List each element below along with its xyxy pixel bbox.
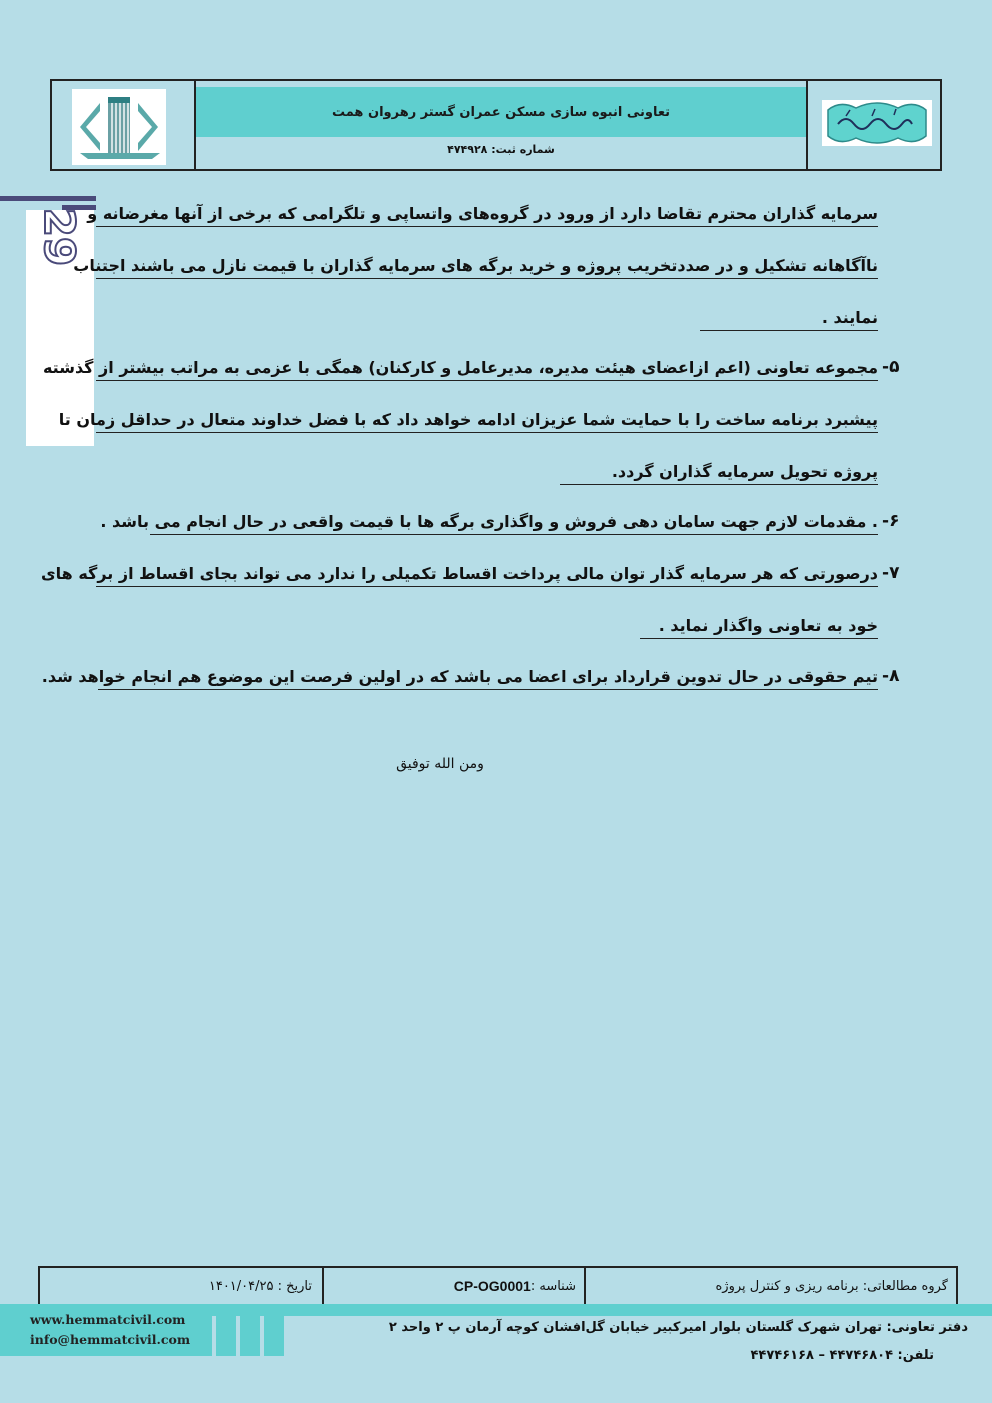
item7-line2: خود به تعاونی واگذار نماید .: [640, 616, 878, 639]
item6-line1: . مقدمات لازم جهت سامان دهی فروش و واگذاری برگه ها با قیمت واقعی در حال انجام می باشد .: [150, 512, 878, 535]
footer-accent-bar: [240, 1304, 260, 1356]
item7-number: ۷-: [882, 563, 900, 583]
header-title-cell: [196, 81, 808, 169]
para4-line2: ناآگاهانه تشکیل و در صددتخریب پروژه و خرید برگه های سرمایه گذاران با قیمت نازل می باشند اجتناب: [96, 256, 878, 279]
footer-group-cell: [584, 1268, 956, 1304]
study-group-label: گروه مطالعاتی: برنامه ریزی و کنترل پروژه: [715, 1278, 948, 1294]
header-logo-cell: [52, 81, 196, 169]
item5-line2: پیشبرد برنامه ساخت را با حمایت شما عزیزان ادامه خواهد داد که با فضل خداوند متعال در حداقل زمان تا: [96, 410, 878, 433]
header-banner-cell: [808, 81, 940, 169]
website-link[interactable]: www.hemmatcivil.com: [30, 1312, 186, 1327]
office-address: دفتر تعاونی: تهران شهرک گلستان بلوار امیرکبیر خیابان گل‌افشان کوچه آرمان پ ۲ واحد ۲: [388, 1320, 968, 1335]
para4-line3: نمایند .: [700, 308, 878, 331]
footer-accent-bar: [216, 1304, 236, 1356]
footer-id-cell: [322, 1268, 584, 1304]
item8-number: ۸-: [882, 666, 900, 686]
item7-line1: درصورتی که هر سرمایه گذار توان مالی پرداخت اقساط تکمیلی را ندارد می تواند بجای اقساط از برگه های: [96, 564, 878, 587]
document-header: [50, 79, 942, 171]
footer-accent-bar: [264, 1304, 284, 1356]
footer-contact-box: [0, 1304, 212, 1356]
document-date: تاریخ : ۱۴۰۱/۰۴/۲۵: [208, 1278, 312, 1294]
footer-date-cell: [40, 1268, 322, 1304]
document-id-label: شناسه :: [530, 1278, 576, 1294]
item5-line3: پروژه تحویل سرمایه گذاران گردد.: [560, 462, 878, 485]
side-accent-bar: [0, 196, 96, 201]
item5-line1: مجموعه تعاونی (اعم ازاعضای هیئت مدیره، مدیرعامل و کارکنان) همگی با عزمی به مراتب بیشتر از گذشته: [96, 358, 878, 381]
office-phone: تلفن: ۴۴۷۴۶۸۰۴ – ۴۴۷۴۶۱۶۸: [750, 1348, 934, 1363]
para4-line1: سرمایه گذاران محترم تقاضا دارد از ورود در گروه‌های واتساپی و تلگرامی که برخی از آنها مغرضانه و: [96, 204, 878, 227]
page-number: 29: [35, 207, 85, 267]
item8-line1: تیم حقوقی در حال تدوین قرارداد برای اعضا می باشد که در اولین فرصت این موضوع هم انجام خواهد شد.: [98, 667, 878, 690]
closing-phrase: ومن الله توفیق: [396, 756, 484, 772]
calligraphy-banner-icon: [820, 98, 934, 148]
document-id-value: CP-OG0001: [453, 1278, 531, 1294]
org-title: تعاونی انبوه سازی مسکن عمران گستر رهروان همت: [196, 87, 806, 137]
footer-info-table: [38, 1266, 958, 1304]
email-link[interactable]: info@hemmatcivil.com: [30, 1332, 191, 1347]
item5-number: ۵-: [882, 357, 900, 377]
building-logo-icon: [72, 89, 166, 165]
registration-number: شماره ثبت: ۴۷۴۹۲۸: [447, 143, 555, 156]
item6-number: ۶-: [882, 511, 900, 531]
